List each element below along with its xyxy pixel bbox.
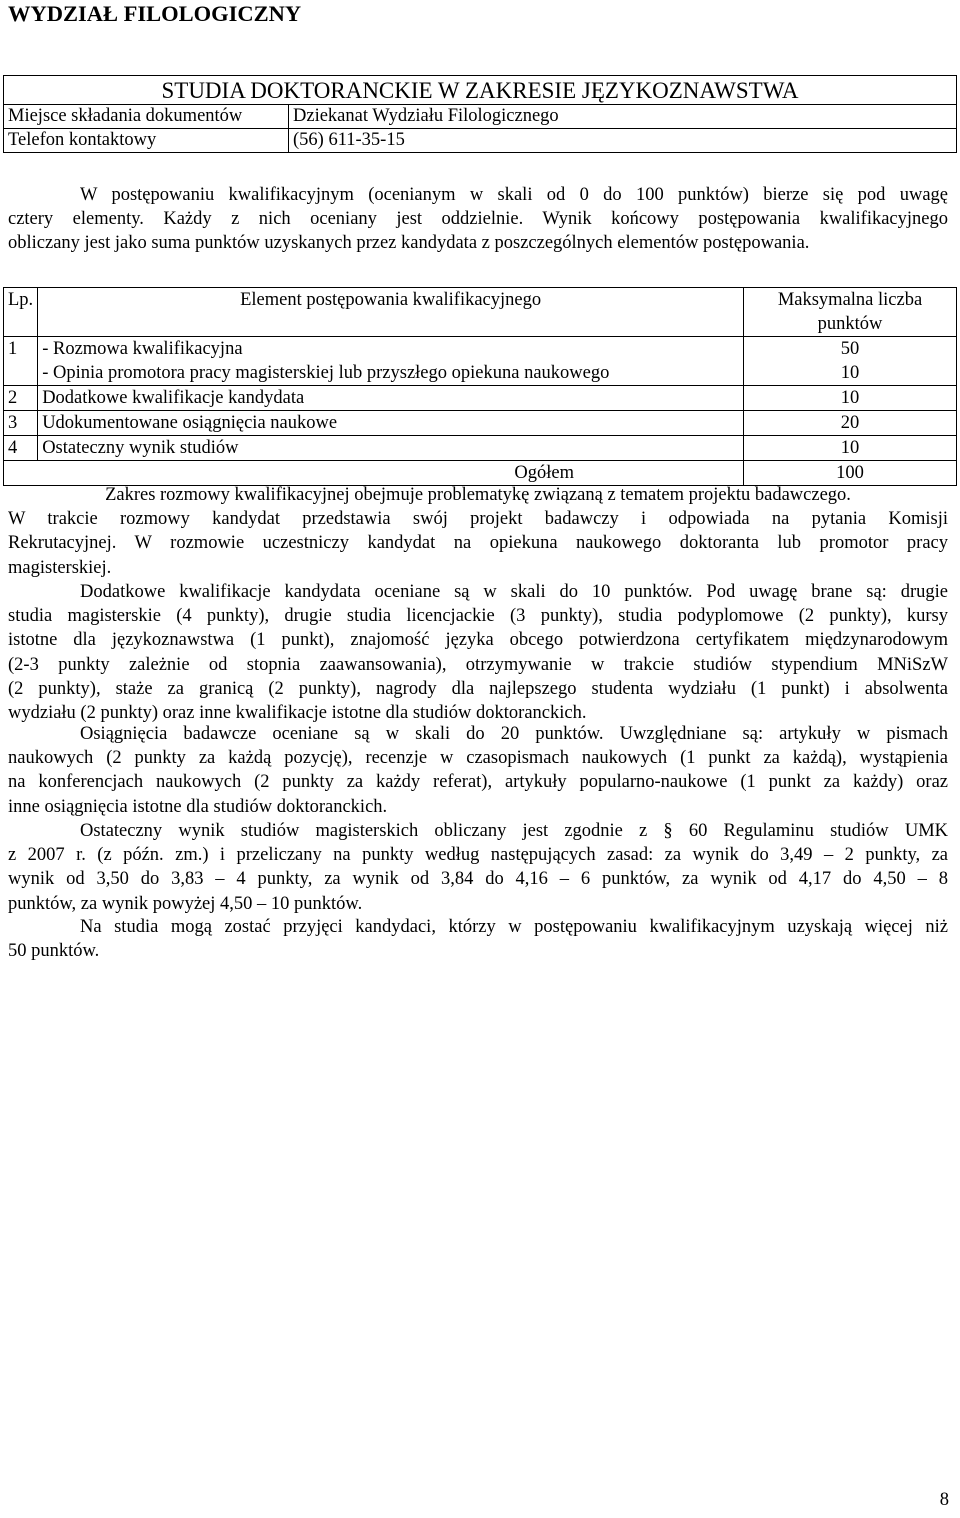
text-line: inne osiągnięcia istotne dla studiów doktoranckich. [8, 796, 388, 817]
scoring-table [3, 287, 957, 486]
text-line: istotne dla językoznawstwa (1 punkt), znajomość języka obcego potwierdzona certyfikatem międzynarodowym [8, 630, 948, 651]
text-line: wynik od 3,50 do 3,83 – 4 punkty, za wynik od 3,84 do 4,16 – 6 punktów, za wynik od 4,17 do 4,50 – 8 [8, 869, 948, 890]
table-header-row [4, 288, 957, 337]
header-element: Element postępowania kwalifikacyjnego [38, 288, 744, 337]
text-line: (2-3 punkty zależnie od stopnia zaawansowania), otrzymywanie w trakcie studiów stypendium MNiSzW [8, 654, 948, 675]
row-points: 10 [744, 386, 957, 411]
total-points: 100 [744, 461, 957, 486]
text-line: punktów, za wynik powyżej 4,50 – 10 punktów. [8, 893, 363, 914]
body-paragraph-threshold [8, 915, 948, 963]
intro-paragraph [8, 183, 948, 256]
text-line: z 2007 r. (z późn. zm.) i przeliczany na punkty według następujących zasad: za wynik do 3,49 – 2 punkty, za [8, 845, 948, 866]
text-line: obliczany jest jako suma punktów uzyskanych przez kandydata z poszczególnych elementów postępowania. [8, 233, 810, 254]
row-element: Dodatkowe kwalifikacje kandydata [38, 386, 744, 411]
row-element: Ostateczny wynik studiów [38, 436, 744, 461]
contact-value: Dziekanat Wydziału Filologicznego [289, 105, 957, 129]
text-line: naukowych (2 punkty za każdą pozycję), recenzje w czasopismach naukowych (1 punkt za każdą), wystąpienia [8, 748, 948, 769]
text-line: na konferencjach naukowych (2 punkty za każdy referat), artykuły popularno-naukowe (1 punkt za każdy) oraz [8, 772, 948, 793]
row-lp: 1 [4, 337, 38, 386]
body-paragraph-final-grade [8, 819, 948, 916]
row-points: 10 [744, 436, 957, 461]
text-line: wydziału (2 punkty) oraz inne kwalifikacje istotne dla studiów doktoranckich. [8, 703, 587, 724]
table-row [4, 337, 957, 386]
text-line: studia magisterskie (4 punkty), drugie studia licencjackie (3 punkty), studia podyplomowe (2 punkty), kursy [8, 606, 948, 627]
row-points-line: 50 [840, 339, 860, 359]
table-row [4, 386, 957, 411]
page-number: 8 [939, 1490, 949, 1510]
total-label: Ogółem [4, 461, 744, 486]
contact-label: Telefon kontaktowy [4, 129, 289, 153]
text-line: 50 punktów. [8, 941, 100, 962]
row-element: Udokumentowane osiągnięcia naukowe [38, 411, 744, 436]
header-points [744, 288, 957, 337]
contact-label: Miejsce składania dokumentów [4, 105, 289, 129]
text-line: Ostateczny wynik studiów magisterskich obliczany jest zgodnie z § 60 Regulaminu studiów UMK [80, 821, 948, 841]
text-line: Na studia mogą zostać przyjęci kandydaci, którzy w postępowaniu kwalifikacyjnym uzyskają więcej niż [80, 917, 948, 937]
header-lp: Lp. [4, 288, 38, 337]
body-paragraph-achievements [8, 722, 948, 819]
row-element-line: - Rozmowa kwalifikacyjna [42, 339, 243, 359]
text-line: (2 punkty), staże za granicą (2 punkty), nagrody dla najlepszego studenta wydziału (1 punkt) i absolwenta [8, 678, 948, 699]
row-lp: 3 [4, 411, 38, 436]
table-total-row [4, 461, 957, 486]
text-line: Rekrutacyjnej. W rozmowie uczestniczy kandydat na opiekuna naukowego doktoranta lub promotor pracy [8, 533, 948, 554]
faculty-heading: WYDZIAŁ FILOLOGICZNY [8, 1, 302, 26]
program-title: STUDIA DOKTORANCKIE W ZAKRESIE JĘZYKOZNAWSTWA [4, 76, 957, 105]
contact-value: (56) 611-35-15 [289, 129, 957, 153]
header-points-line: punktów [817, 314, 883, 334]
program-info-table [3, 75, 957, 153]
row-points-line: 10 [840, 363, 860, 383]
text-line: magisterskiej. [8, 557, 112, 578]
text-line: Zakres rozmowy kwalifikacyjnej obejmuje problematykę związaną z tematem projektu badawczego. [105, 485, 851, 505]
table-row [4, 436, 957, 461]
row-points: 20 [744, 411, 957, 436]
text-line: W postępowaniu kwalifikacyjnym (ocenianym w skali od 0 do 100 punktów) bierze się pod uwagę [80, 185, 948, 205]
body-paragraph-qualifications [8, 580, 948, 725]
row-lp: 2 [4, 386, 38, 411]
row-lp: 4 [4, 436, 38, 461]
text-line: W trakcie rozmowy kandydat przedstawia swój projekt badawczy i odpowiada na pytania Komisji [8, 509, 948, 530]
row-element-line: - Opinia promotora pracy magisterskiej lub przyszłego opiekuna naukowego [42, 363, 610, 383]
text-line: cztery elementy. Każdy z nich oceniany jest oddzielnie. Wynik końcowy postępowania kwalifikacyjnego [8, 209, 948, 230]
body-paragraph-interview [8, 483, 948, 580]
row-points [744, 337, 957, 386]
row-element [38, 337, 744, 386]
text-line: Dodatkowe kwalifikacje kandydata oceniane są w skali do 10 punktów. Pod uwagę brane są: drugie [80, 582, 948, 602]
header-points-line: Maksymalna liczba [777, 290, 923, 310]
text-line: Osiągnięcia badawcze oceniane są w skali do 20 punktów. Uwzględniane są: artykuły w pismach [80, 724, 948, 744]
table-row [4, 411, 957, 436]
